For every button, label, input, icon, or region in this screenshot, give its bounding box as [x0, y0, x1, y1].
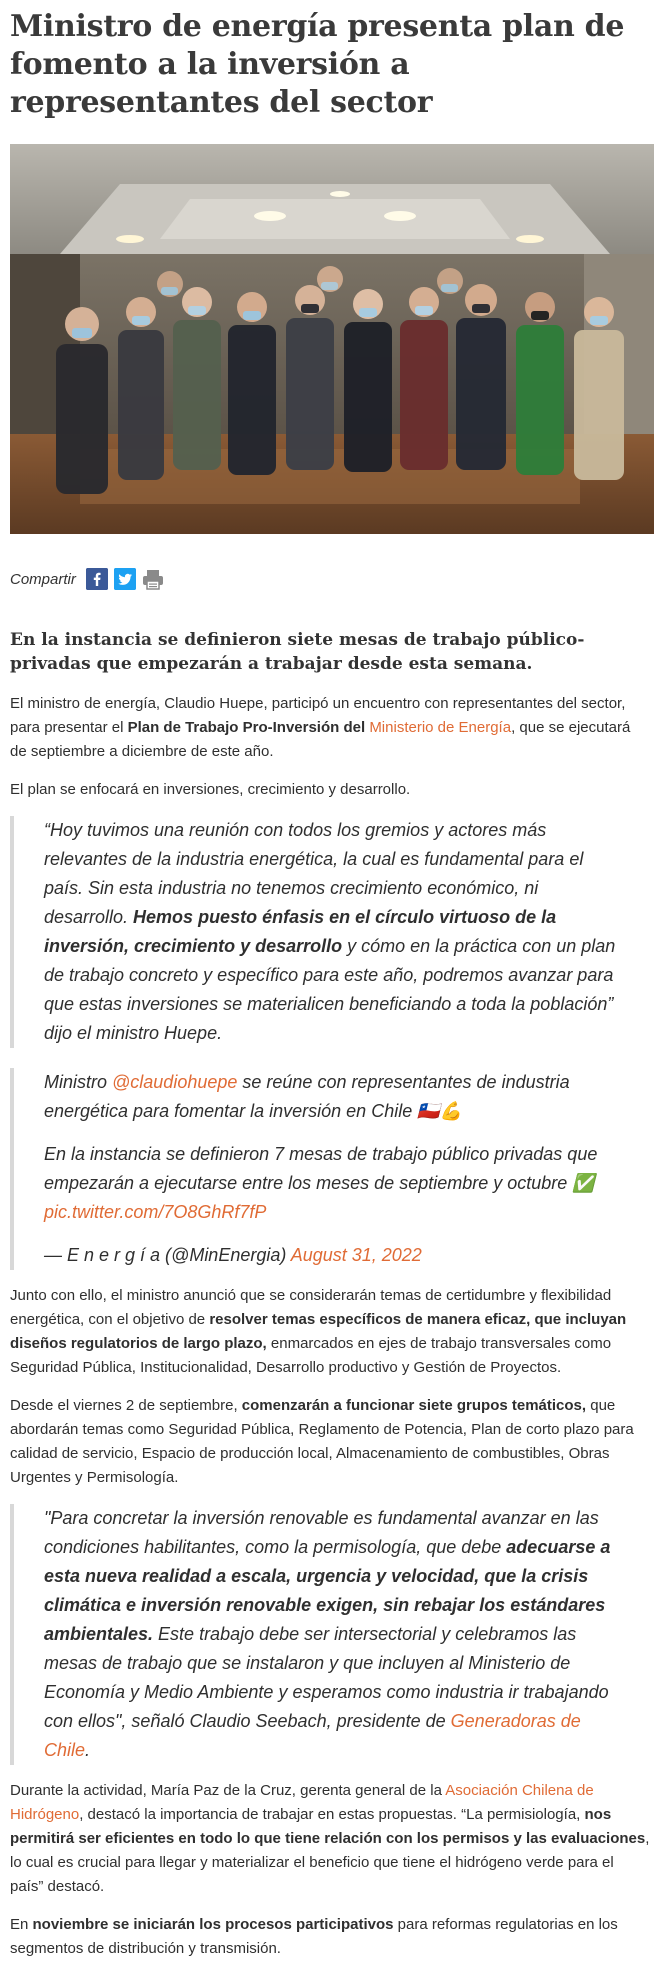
article-title: Ministro de energía presenta plan de fomento a la inversión a representantes del sector	[10, 9, 625, 120]
article-lead: En la instancia se definieron siete mesas de trabajo público-privadas que empezarán a trabajar desde esta semana.	[10, 630, 585, 674]
paragraph-5: Durante la actividad, María Paz de la Cruz, gerenta general de la Asociación Chilena de Hidrógeno, destacó la importancia de trabajar en estas propuestas. “La permisiología, nos permitirá ser eficientes en todo lo que tiene relación con los permisos y las evaluaciones, lo cual es crucial para llegar y materializar el beneficio que tiene el hidrógeno verde para el país” destacó.	[10, 1782, 650, 1895]
share-label: Compartir	[10, 570, 76, 588]
article-page	[0, 8, 662, 1957]
minister-quote-text: “Hoy tuvimos una reunión con todos los gremios y actores más relevantes de la industria energética, la cual es fundamental para el país. Sin esta industria no tenemos crecimiento económico, ni desarrollo. Hemos puesto énfasis en el círculo virtuoso de la inversión, crecimiento y desarrollo y cómo en la práctica con un plan de trabajo concreto y específico para este año, podremos avanzar para que estas inversiones se materialicen beneficiando a toda la población” dijo el ministro Huepe.	[44, 820, 616, 1043]
paragraph-3: Junto con ello, el ministro anunció que se considerarán temas de certidumbre y flexibilidad energética, con el objetivo de resolver temas específicos de manera eficaz, que incluyan diseños regulatorios de largo plazo, enmarcados en ejes de trabajo transversales como Seguridad Pública, Institucionalidad, Desarrollo productivo y Gestión de Proyectos.	[10, 1287, 627, 1376]
group-photo	[10, 144, 654, 534]
tweet-embed	[10, 1068, 650, 1270]
article-hero-image	[10, 144, 654, 534]
paragraph-6: En noviembre se iniciarán los procesos participativos para reformas regulatorias en los segmentos de distribución y transmisión.	[10, 1916, 618, 1957]
minister-quote	[10, 816, 650, 1048]
tweet-line-2: En la instancia se definieron 7 mesas de trabajo público privadas que empezarán a ejecutarse entre los meses de septiembre y octubre ✅ pic.twitter.com/7O8GhRf7fP	[44, 1144, 598, 1222]
paragraph-2: El plan se enfocará en inversiones, crecimiento y desarrollo.	[10, 781, 411, 798]
tweet-line-1: Ministro @claudiohuepe se reúne con representantes de industria energética para fomentar la inversión en Chile 🇨🇱💪	[44, 1072, 570, 1121]
ministerio-link[interactable]: Ministerio de Energía	[369, 719, 512, 736]
twitter-icon[interactable]	[114, 568, 136, 590]
share-bar	[10, 566, 652, 592]
tweet-handle-link[interactable]: @claudiohuepe	[112, 1072, 238, 1092]
tweet-date-link[interactable]: August 31, 2022	[290, 1245, 422, 1265]
facebook-icon[interactable]	[86, 568, 108, 590]
print-icon[interactable]	[142, 568, 164, 590]
tweet-attribution: — E n e r g í a (@MinEnergia) August 31, 2022	[44, 1245, 422, 1265]
hidrogeno-link[interactable]: Asociación Chilena de Hidrógeno	[10, 1782, 594, 1823]
seebach-quote-text: "Para concretar la inversión renovable es fundamental avanzar en las condiciones habilitantes, como la permisología, que debe adecuarse a esta nueva realidad a escala, urgencia y velocidad, que la crisis climática e inversión renovable exigen, sin rebajar los estándares ambientales. Este trabajo debe ser intersectorial y celebramos las mesas de trabajo que se instalaron y que incluyen al Ministerio de Economía y Medio Ambiente y esperamos como industria ir trabajando con ellos", señaló Claudio Seebach, presidente de Generadoras de Chile.	[44, 1508, 611, 1760]
paragraph-1: El ministro de energía, Claudio Huepe, participó un encuentro con representantes del sector, para presentar el Plan de Trabajo Pro-Inversión del Ministerio de Energía, que se ejecutará de septiembre a diciembre de este año.	[10, 695, 631, 760]
tweet-pic-link[interactable]: pic.twitter.com/7O8GhRf7fP	[44, 1202, 267, 1222]
seebach-quote	[10, 1504, 650, 1765]
paragraph-4: Desde el viernes 2 de septiembre, comenzarán a funcionar siete grupos temáticos, que abordarán temas como Seguridad Pública, Reglamento de Potencia, Plan de corto plazo para calidad de servicio, Espacio de producción local, Almacenamiento de combustibles, Obras Urgentes y Permisología.	[10, 1397, 634, 1486]
generadoras-link[interactable]: Generadoras de Chile	[44, 1711, 581, 1760]
